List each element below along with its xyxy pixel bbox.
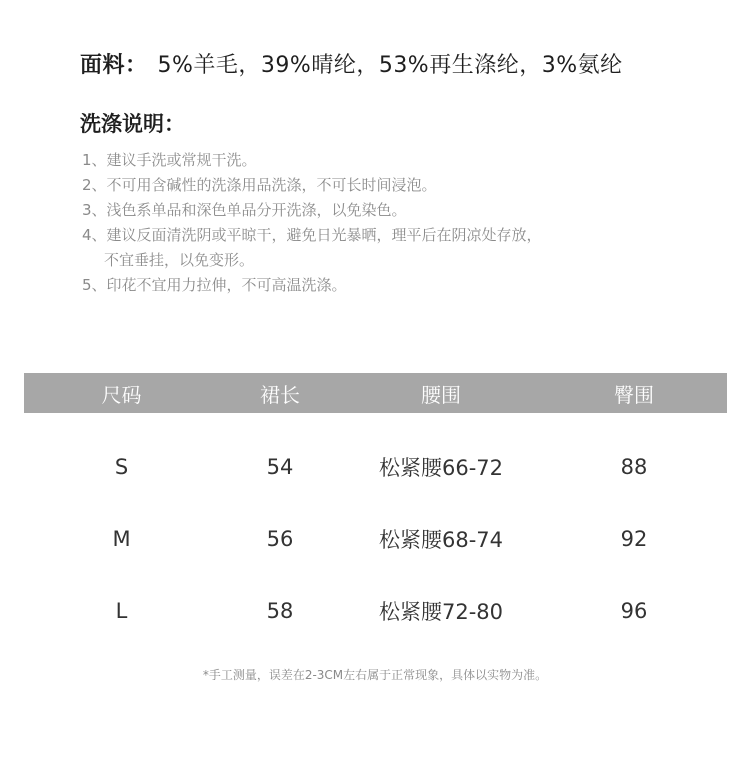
cell-size: M [112,527,131,551]
size-table-body [24,413,727,647]
fabric-value: 5%羊毛，39%晴纶，53%再生涤纶，3%氨纶 [157,53,623,78]
cell-size: S [114,455,129,479]
cell-hip: 88 [620,455,648,479]
cell-hip: 96 [620,599,648,623]
care-instructions [82,148,542,298]
cell-waist: 松紧腰68-74 [378,528,504,552]
care-title: 洗涤说明： [80,112,185,136]
cell-size: L [115,599,128,623]
care-line-1: 1、建议手洗或常规干洗。 [82,151,257,169]
fabric-label: 面料： [80,53,148,78]
cell-waist: 松紧腰66-72 [378,456,504,480]
size-table [24,373,727,647]
header-hip: 臀围 [614,382,654,407]
header-skirt-length: 裙长 [260,382,300,407]
table-row [24,503,727,575]
cell-waist: 松紧腰72-80 [378,600,504,624]
cell-skirt-length: 56 [266,527,294,551]
table-row [24,575,727,647]
size-table-header [24,373,727,413]
header-waist: 腰围 [421,382,461,407]
cell-hip: 92 [620,527,648,551]
cell-skirt-length: 54 [266,455,294,479]
measurement-note: *手工测量，误差在2-3CM左右属于正常现象，具体以实物为准。 [202,668,548,682]
fabric-composition [80,48,623,79]
care-line-2: 2、不可用含碱性的洗涤用品洗涤，不可长时间浸泡。 [82,176,437,194]
table-row [24,431,727,503]
care-line-5: 5、印花不宜用力拉伸，不可高温洗涤。 [82,276,347,294]
cell-skirt-length: 58 [266,599,294,623]
care-line-4-continued: 不宜垂挂，以免变形。 [104,251,255,269]
care-line-4: 4、建议反面清洗阴或平晾干，避免日光暴晒，理平后在阴凉处存放， [82,226,542,244]
header-size: 尺码 [101,382,142,407]
care-line-3: 3、浅色系单品和深色单品分开洗涤，以免染色。 [82,201,407,219]
